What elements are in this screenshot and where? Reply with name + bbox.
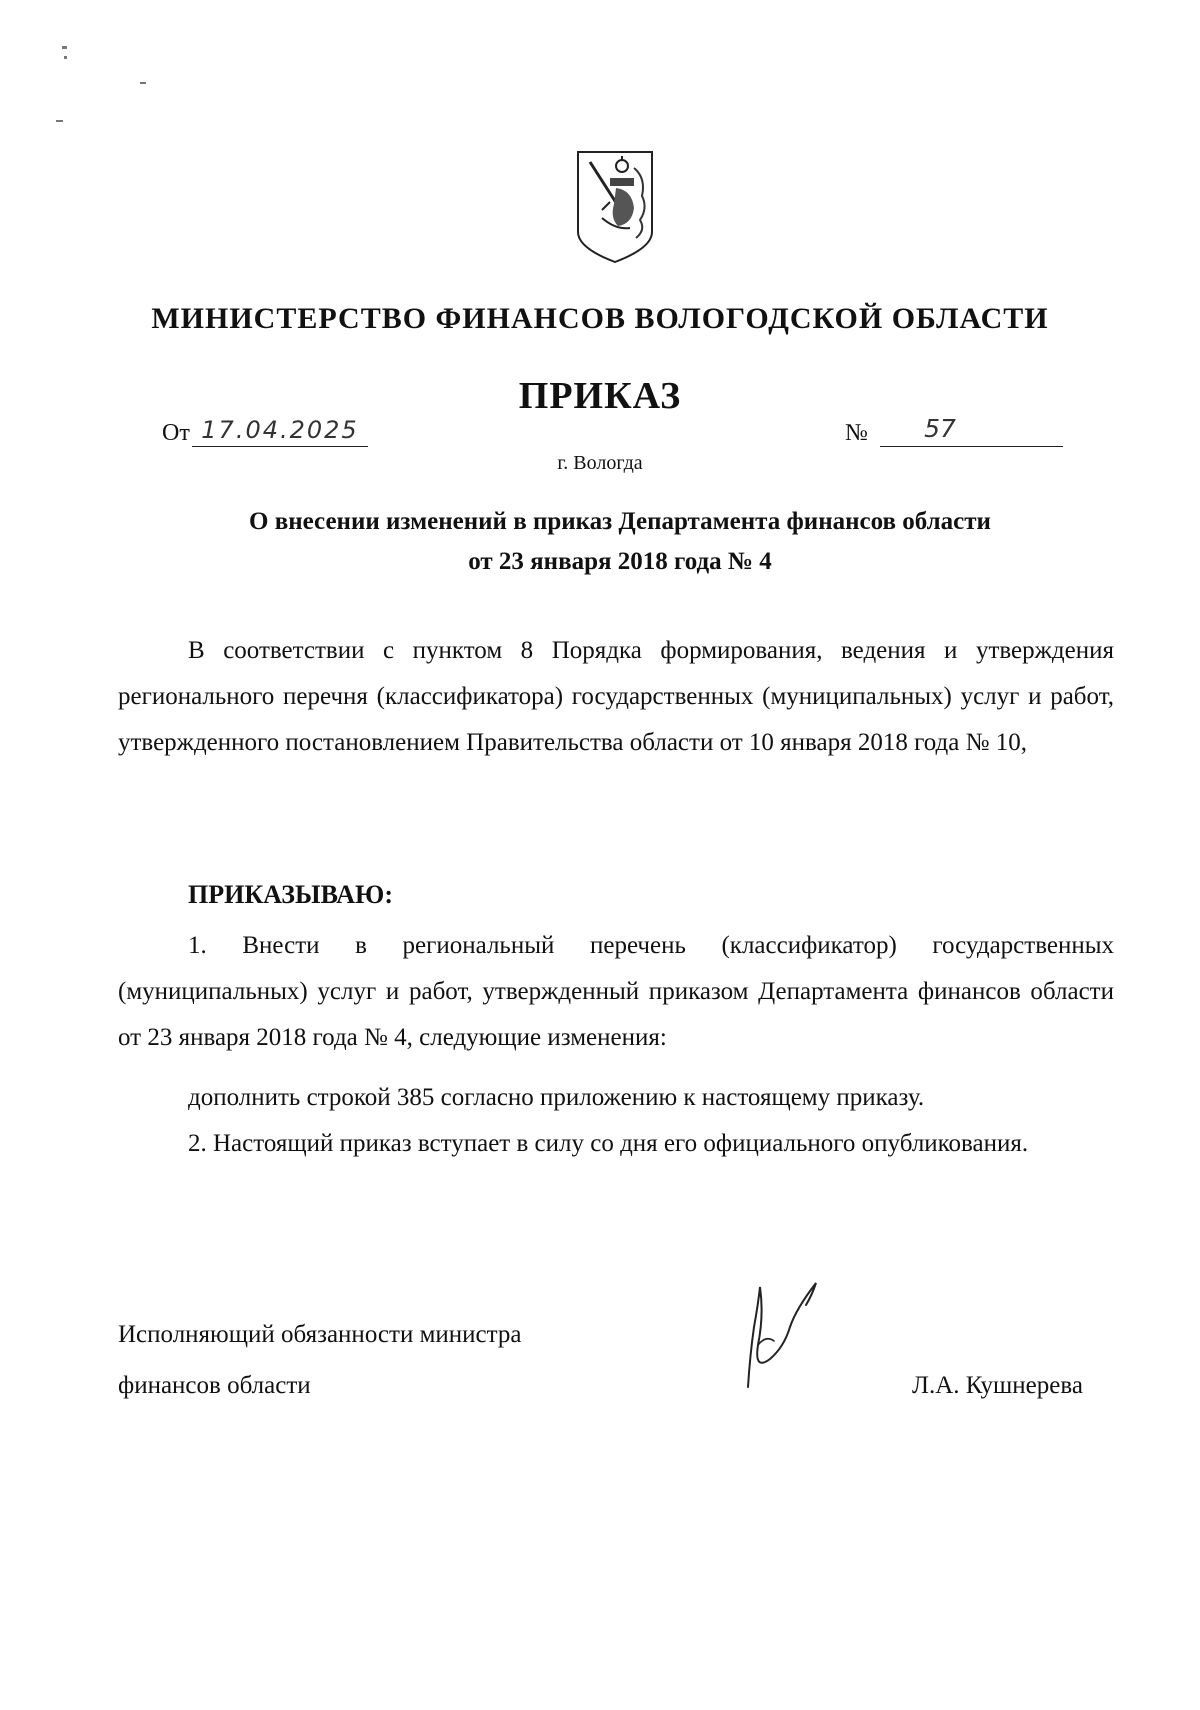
number-underline <box>880 446 1063 447</box>
scan-mark <box>140 82 146 84</box>
scan-mark <box>56 120 63 122</box>
document-title <box>160 502 1080 582</box>
preamble-paragraph: В соответствии с пунктом 8 Порядка формирования, ведения и утверждения регионального перечня (классификатора) государственных (муниципальных) услуг и работ, утвержденного постановлением Правительства области от 10 января 2018 года № 10, <box>118 637 1114 756</box>
date-underline <box>192 446 368 447</box>
item-1-paragraph: 1. Внести в региональный перечень (классификатор) государственных (муниципальных) услуг и работ, утвержденный приказом Департамента финансов области от 23 января 2018 года № 4, следующие изменения: <box>118 932 1114 1051</box>
item-2-paragraph: 2. Настоящий приказ вступает в силу со дня его официального опубликования. <box>188 1130 1029 1157</box>
number-value: 57 <box>924 414 956 443</box>
signer-position-line-1: Исполняющий обязанности министра <box>118 1321 522 1348</box>
coat-of-arms-icon <box>572 148 658 264</box>
handwritten-signature-icon <box>740 1275 840 1393</box>
title-line-2: от 23 января 2018 года № 4 <box>468 548 772 575</box>
city: г. Вологда <box>557 452 643 474</box>
date-label: От <box>162 420 190 446</box>
signer-name: Л.А. Кушнерева <box>912 1372 1083 1399</box>
document-type: ПРИКАЗ <box>518 375 682 417</box>
ministry-heading: МИНИСТЕРСТВО ФИНАНСОВ ВОЛОГОДСКОЙ ОБЛАСТИ <box>151 302 1049 335</box>
item-1-detail: дополнить строкой 385 согласно приложению к настоящему приказу. <box>188 1084 925 1111</box>
date-value: 17.04.2025 <box>201 416 359 444</box>
scan-mark <box>62 46 67 49</box>
scan-mark <box>64 56 67 59</box>
signer-position-line-2: финансов области <box>118 1372 311 1399</box>
title-line-1: О внесении изменений в приказ Департамента финансов области <box>249 508 991 535</box>
number-label: № <box>845 420 868 446</box>
command-heading: ПРИКАЗЫВАЮ: <box>188 880 393 909</box>
